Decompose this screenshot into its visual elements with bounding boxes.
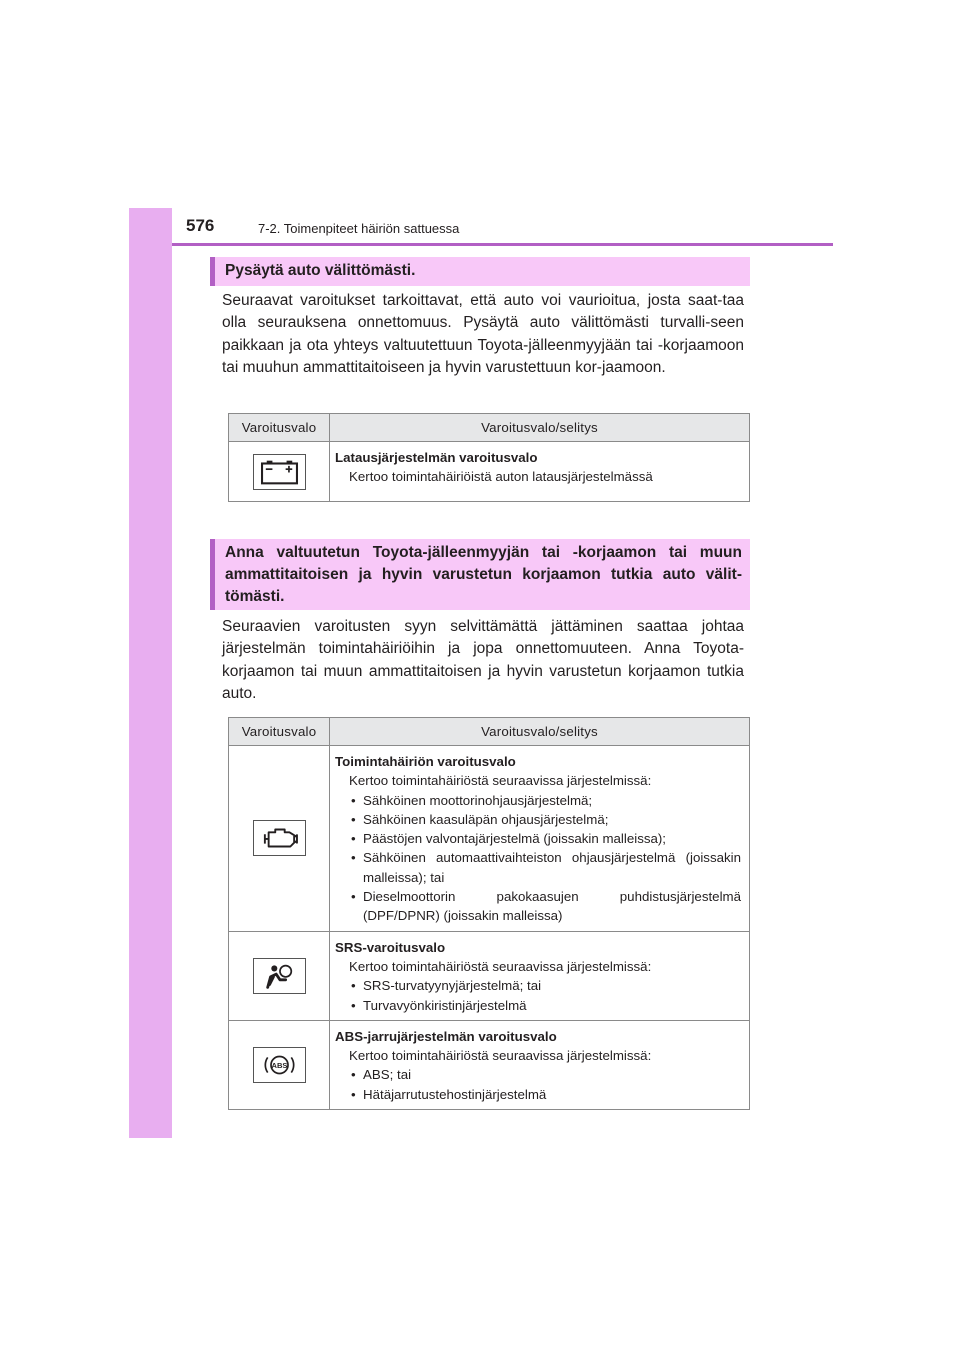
list-item: • Sähköinen moottorinohjausjärjestelmä; (349, 791, 741, 810)
warning-description: Kertoo toimintahäiriöistä auton latausjärjestelmässä (349, 469, 653, 485)
chapter-title: 7-2. Toimenpiteet häiriön sattuessa (258, 221, 460, 236)
warning-description: Kertoo toimintahäiriöstä seuraavissa järjestelmissä: (349, 1048, 652, 1064)
table-row (229, 746, 750, 932)
column-header-warning-light: Varoitusvalo (229, 414, 330, 442)
warning-title: Latausjärjestelmän varoitusvalo (335, 450, 538, 465)
check-engine-icon (253, 820, 306, 856)
warning-system-list (335, 1065, 741, 1104)
list-item: • Päästöjen valvontajärjestelmä (joissakin malleissa); (349, 829, 741, 848)
column-header-explanation: Varoitusvalo/selitys (330, 718, 750, 746)
abs-icon (253, 1047, 306, 1083)
warning-system-list (335, 976, 741, 1015)
warning-description: Kertoo toimintahäiriöstä seuraavissa järjestelmissä: (349, 773, 652, 789)
table-header-row (229, 718, 750, 746)
list-item: • Dieselmoottorin pakokaasujen puhdistusjärjestelmä (DPF/DPNR) (joissakin malleissa) (349, 887, 741, 926)
section-heading-stop: Pysäytä auto välittömästi. (210, 257, 750, 286)
battery-icon (253, 454, 306, 490)
table-row (229, 442, 750, 502)
column-header-warning-light: Varoitusvalo (229, 718, 330, 746)
warning-description: Kertoo toimintahäiriöstä seuraavissa järjestelmissä: (349, 958, 652, 974)
list-item: • Sähköinen kaasuläpän ohjausjärjestelmä; (349, 810, 741, 829)
table-header-row (229, 414, 750, 442)
header-divider (172, 243, 833, 246)
srs-airbag-icon (253, 958, 306, 994)
section-heading-inspect: Anna valtuutetun Toyota-jälleenmyyjän tai -korjaamon tai muun ammattitaitoisen ja hyvin varustetun korjaamon tutkia auto välit-tömästi. (210, 539, 750, 610)
list-item: • SRS-turvatyynyjärjestelmä; tai (349, 976, 741, 995)
warning-title: ABS-jarrujärjestelmän varoitusvalo (335, 1028, 557, 1044)
list-item: • Sähköinen automaattivaihteiston ohjausjärjestelmä (joissakin malleissa); tai (349, 848, 741, 887)
page-number: 576 (186, 216, 215, 235)
table-row (229, 1020, 750, 1109)
warning-system-list (335, 791, 741, 926)
column-header-explanation: Varoitusvalo/selitys (330, 414, 750, 442)
table-row (229, 931, 750, 1020)
section-paragraph-stop: Seuraavat varoitukset tarkoittavat, että auto voi vaurioitua, josta saat-taa olla seurauksena onnettomuus. Pysäytä auto välittömästi turvalli-seen paikkaan ja ota yhteys valtuutettuun Toyota-jälleenmyyjään tai -korjaamoon tai muuhun ammattitaitoiseen ja hyvin varustettuun kor-jaamoon. (222, 292, 744, 376)
warning-table-stop (228, 413, 750, 502)
warning-title: Toimintahäiriön varoitusvalo (335, 754, 516, 769)
section-paragraph-inspect: Seuraavien varoitusten syyn selvittämättä jättäminen saattaa johtaa järjestelmän toimintahäiriöihin ja jopa onnettomuuteen. Anna Toyota-korjaamon tai muun ammattitaitoisen ja hyvin varustetun korjaamon tutkia auto. (222, 618, 744, 702)
list-item: • Hätäjarrutustehostinjärjestelmä (349, 1085, 741, 1104)
abs-icon-text: ABS (271, 1060, 287, 1070)
warning-table-inspect (228, 717, 750, 1110)
list-item: • ABS; tai (349, 1065, 741, 1084)
list-item: • Turvavyönkiristinjärjestelmä (349, 996, 741, 1015)
chapter-side-tab (129, 208, 172, 1138)
warning-title: SRS-varoitusvalo (335, 939, 446, 955)
